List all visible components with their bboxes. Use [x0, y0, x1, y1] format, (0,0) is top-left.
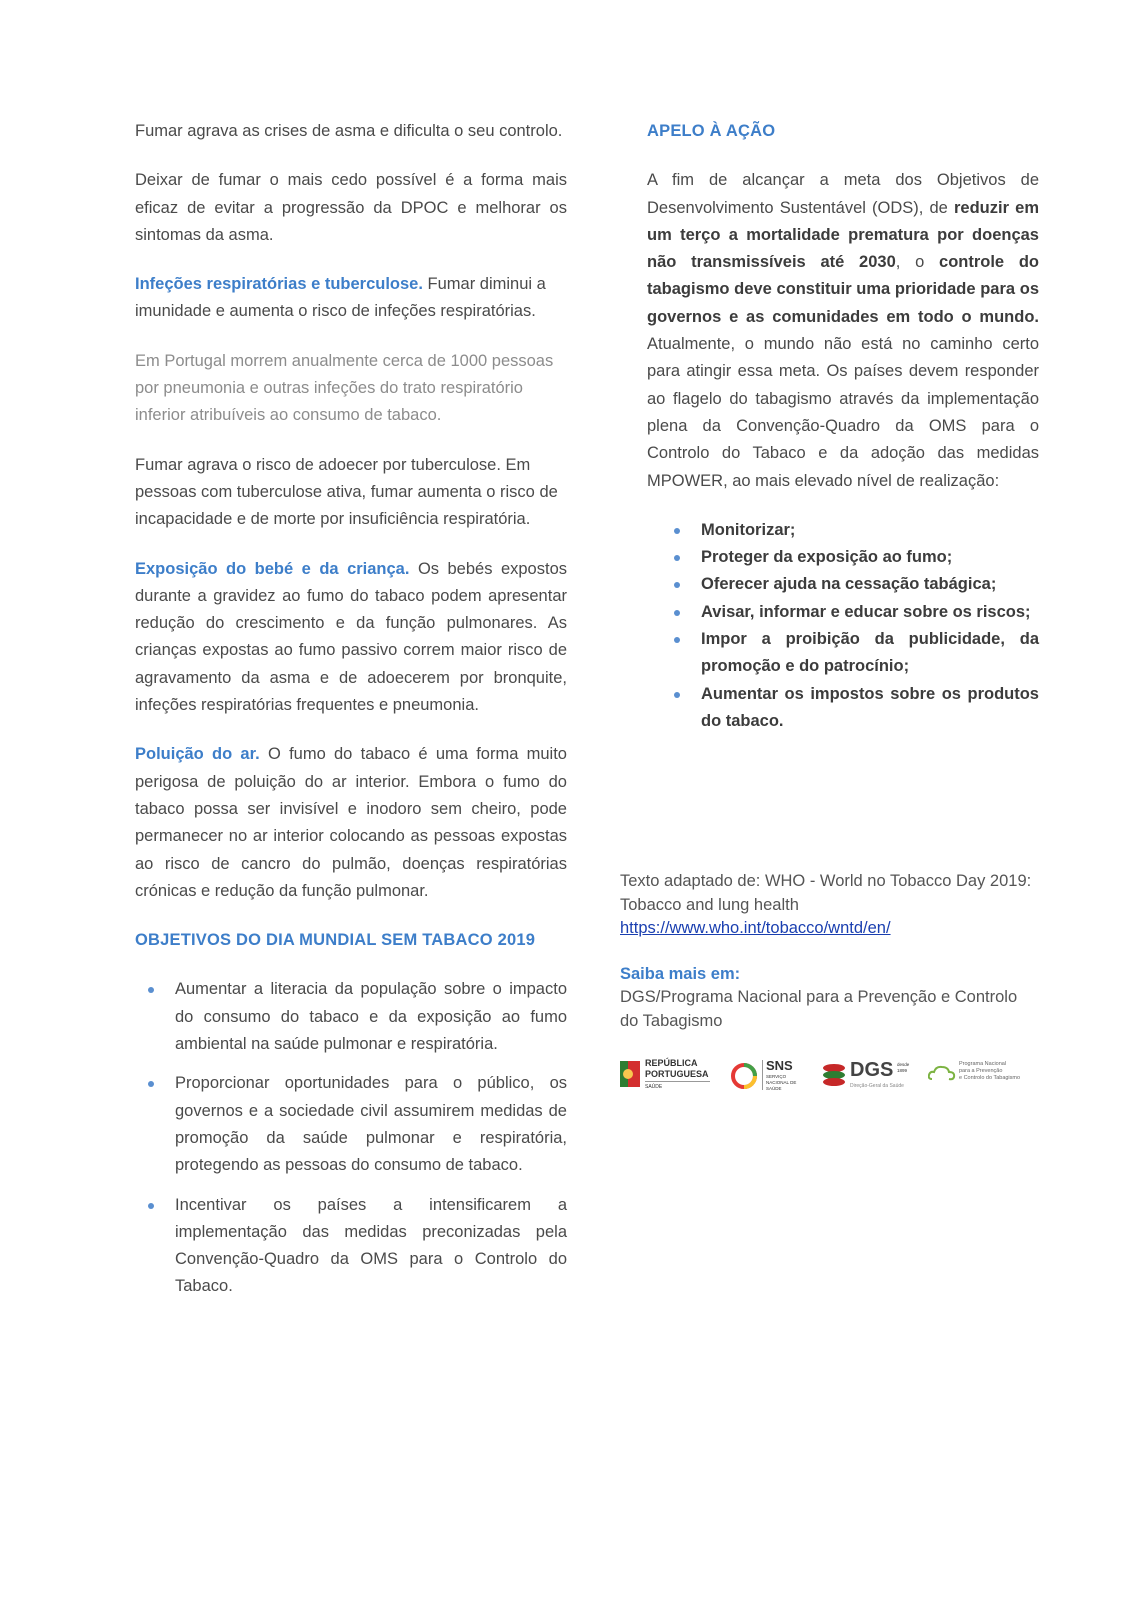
- source-text: Texto adaptado de: WHO - World no Tobacco Day 2019: Tobacco and lung health: [620, 872, 1032, 914]
- left-column: [135, 118, 567, 1313]
- republica-portuguesa-logo: [620, 1058, 715, 1098]
- objectives-heading: OBJETIVOS DO DIA MUNDIAL SEM TABACO 2019: [135, 931, 536, 950]
- objective-text: Proporcionar oportunidades para o público, os governos e a sociedade civil assumirem medidas de promoção da saúde pulmonar e respiratória, protegendo as pessoas do consumo de tabaco.: [175, 1074, 567, 1175]
- list-item: [647, 571, 1039, 598]
- bullet-icon: [674, 528, 680, 534]
- logo-text: DGS: [850, 1059, 894, 1081]
- action-text: Proteger da exposição ao fumo;: [701, 548, 953, 567]
- bullet-icon: [148, 1081, 154, 1087]
- list-item: [647, 544, 1039, 571]
- logo-text: para a Prevenção: [959, 1068, 1003, 1074]
- section-title-babies: Exposição do bebé e da criança.: [135, 559, 410, 578]
- action-text: Aumentar os impostos sobre os produtos do tabaco.: [701, 684, 1039, 730]
- portugal-emblem-icon: [620, 1061, 640, 1087]
- action-text: Monitorizar;: [701, 520, 796, 539]
- action-text: Impor a proibição da publicidade, da promoção e do patrocínio;: [701, 630, 1039, 676]
- right-column: [647, 118, 1039, 735]
- bullet-icon: [148, 987, 154, 993]
- babies-body: Os bebés expostos durante a gravidez ao fumo do tabaco podem apresentar redução do crescimento e da função pulmonares. As crianças expostas ao fumo passivo correm maior risco de agravamento da asma e de adoecerem por bronquite, infeções respiratórias frequentes e pneumonia.: [135, 559, 567, 715]
- logo-text: REPÚBLICA: [645, 1058, 698, 1068]
- logo-text: SAÚDE: [645, 1084, 663, 1090]
- infections-body: Fumar diminui a imunidade e aumenta o risco de infeções respiratórias.: [135, 275, 546, 321]
- paragraph-air-pollution: [135, 741, 567, 905]
- action-text: Avisar, informar e educar sobre os riscos;: [701, 602, 1031, 621]
- list-item: [135, 976, 567, 1058]
- logo-text: SNS: [766, 1058, 793, 1073]
- paragraph-infections: [135, 271, 567, 326]
- paragraph-quit-smoking: Deixar de fumar o mais cedo possível é a forma mais eficaz de evitar a progressão da DPOC e melhorar os sintomas da asma.: [135, 171, 567, 244]
- paragraph-asthma: Fumar agrava as crises de asma e dificulta o seu controlo.: [135, 122, 563, 140]
- air-pollution-body: O fumo do tabaco é uma forma muito perigosa de poluição do ar interior. Embora o fumo do tabaco possa ser invisível e inodoro sem cheiro, pode permanecer no ar interior colocando as pessoas expostas ao risco de cancro do pulmão, doenças respiratórias crónicas e redução da função pulmonar.: [135, 745, 567, 900]
- dgs-logo: [822, 1058, 917, 1098]
- logo-text: Programa Nacional: [959, 1061, 1007, 1067]
- intro-bold-text: reduzir em um terço a mortalidade prematura por doenças não transmissíveis até 2030: [647, 198, 1039, 272]
- section-title-air-pollution: Poluição do ar.: [135, 745, 260, 764]
- logo-text: PORTUGUESA: [645, 1069, 709, 1079]
- bullet-icon: [674, 610, 680, 616]
- intro-text: , o: [895, 253, 940, 272]
- dgs-emblem-icon: [822, 1062, 846, 1088]
- logo-text: desde 1899: [897, 1062, 910, 1073]
- action-text: Oferecer ajuda na cessação tabágica;: [701, 575, 997, 594]
- call-to-action-heading: APELO À AÇÃO: [647, 122, 776, 140]
- bullet-icon: [148, 1203, 154, 1209]
- list-item: [647, 681, 1039, 736]
- logos-strip: [620, 1058, 1040, 1098]
- bullet-icon: [674, 582, 680, 588]
- sns-logo: [730, 1058, 810, 1098]
- intro-text: A fim de alcançar a meta dos Objetivos de Desenvolvimento Sustentável (ODS), de: [647, 171, 1039, 217]
- paragraph-call-to-action: [647, 167, 1039, 495]
- cloud-icon: [928, 1064, 956, 1082]
- section-title-infections: Infeções respiratórias e tuberculose.: [135, 275, 423, 294]
- bullet-icon: [674, 555, 680, 561]
- intro-text: Atualmente, o mundo não está no caminho certo para atingir essa meta. Os países devem responder ao flagelo do tabagismo através da implementação plena da Convenção-Quadro da OMS para o Controlo do Tabaco e da adoção das medidas MPOWER, ao mais elevado nível de realização:: [647, 335, 1039, 490]
- paragraph-babies: [135, 556, 567, 720]
- actions-list: [647, 517, 1039, 735]
- source-block: [620, 870, 1040, 1033]
- source-link[interactable]: https://www.who.int/tobacco/wntd/en/: [620, 919, 891, 937]
- programa-nacional-logo: [928, 1058, 1040, 1098]
- sns-circle-icon: [730, 1062, 758, 1090]
- list-item: [647, 626, 1039, 681]
- learn-more-label: Saiba mais em:: [620, 964, 741, 983]
- bullet-icon: [674, 692, 680, 698]
- objective-text: Incentivar os países a intensificarem a implementação das medidas preconizadas pela Convenção-Quadro da OMS para o Controlo do Tabaco.: [175, 1195, 567, 1296]
- list-item: [647, 599, 1039, 626]
- list-item: [135, 1192, 567, 1301]
- objectives-list: [135, 976, 567, 1300]
- bullet-icon: [674, 637, 680, 643]
- learn-more-text: DGS/Programa Nacional para a Prevenção e Controlo do Tabagismo: [620, 988, 1018, 1030]
- paragraph-portugal-deaths: Em Portugal morrem anualmente cerca de 1000 pessoas por pneumonia e outras infeções do trato respiratório inferior atribuíveis ao consumo de tabaco.: [135, 351, 554, 425]
- logo-text: SERVIÇO NACIONAL DE SAÚDE: [766, 1074, 797, 1091]
- logo-text: Direção-Geral da Saúde: [850, 1083, 904, 1089]
- paragraph-tuberculosis: Fumar agrava o risco de adoecer por tuberculose. Em pessoas com tuberculose ativa, fumar aumenta o risco de incapacidade e de morte por insuficiência respiratória.: [135, 455, 558, 529]
- list-item: [647, 517, 1039, 544]
- objective-text: Aumentar a literacia da população sobre o impacto do consumo do tabaco e da exposição ao fumo ambiental na saúde pulmonar e respiratória.: [175, 980, 567, 1054]
- intro-bold-text: controle do tabagismo deve constituir uma prioridade para os governos e as comunidades em todo o mundo.: [647, 253, 1040, 326]
- logo-text: e Controlo do Tabagismo: [959, 1075, 1021, 1081]
- list-item: [135, 1070, 567, 1179]
